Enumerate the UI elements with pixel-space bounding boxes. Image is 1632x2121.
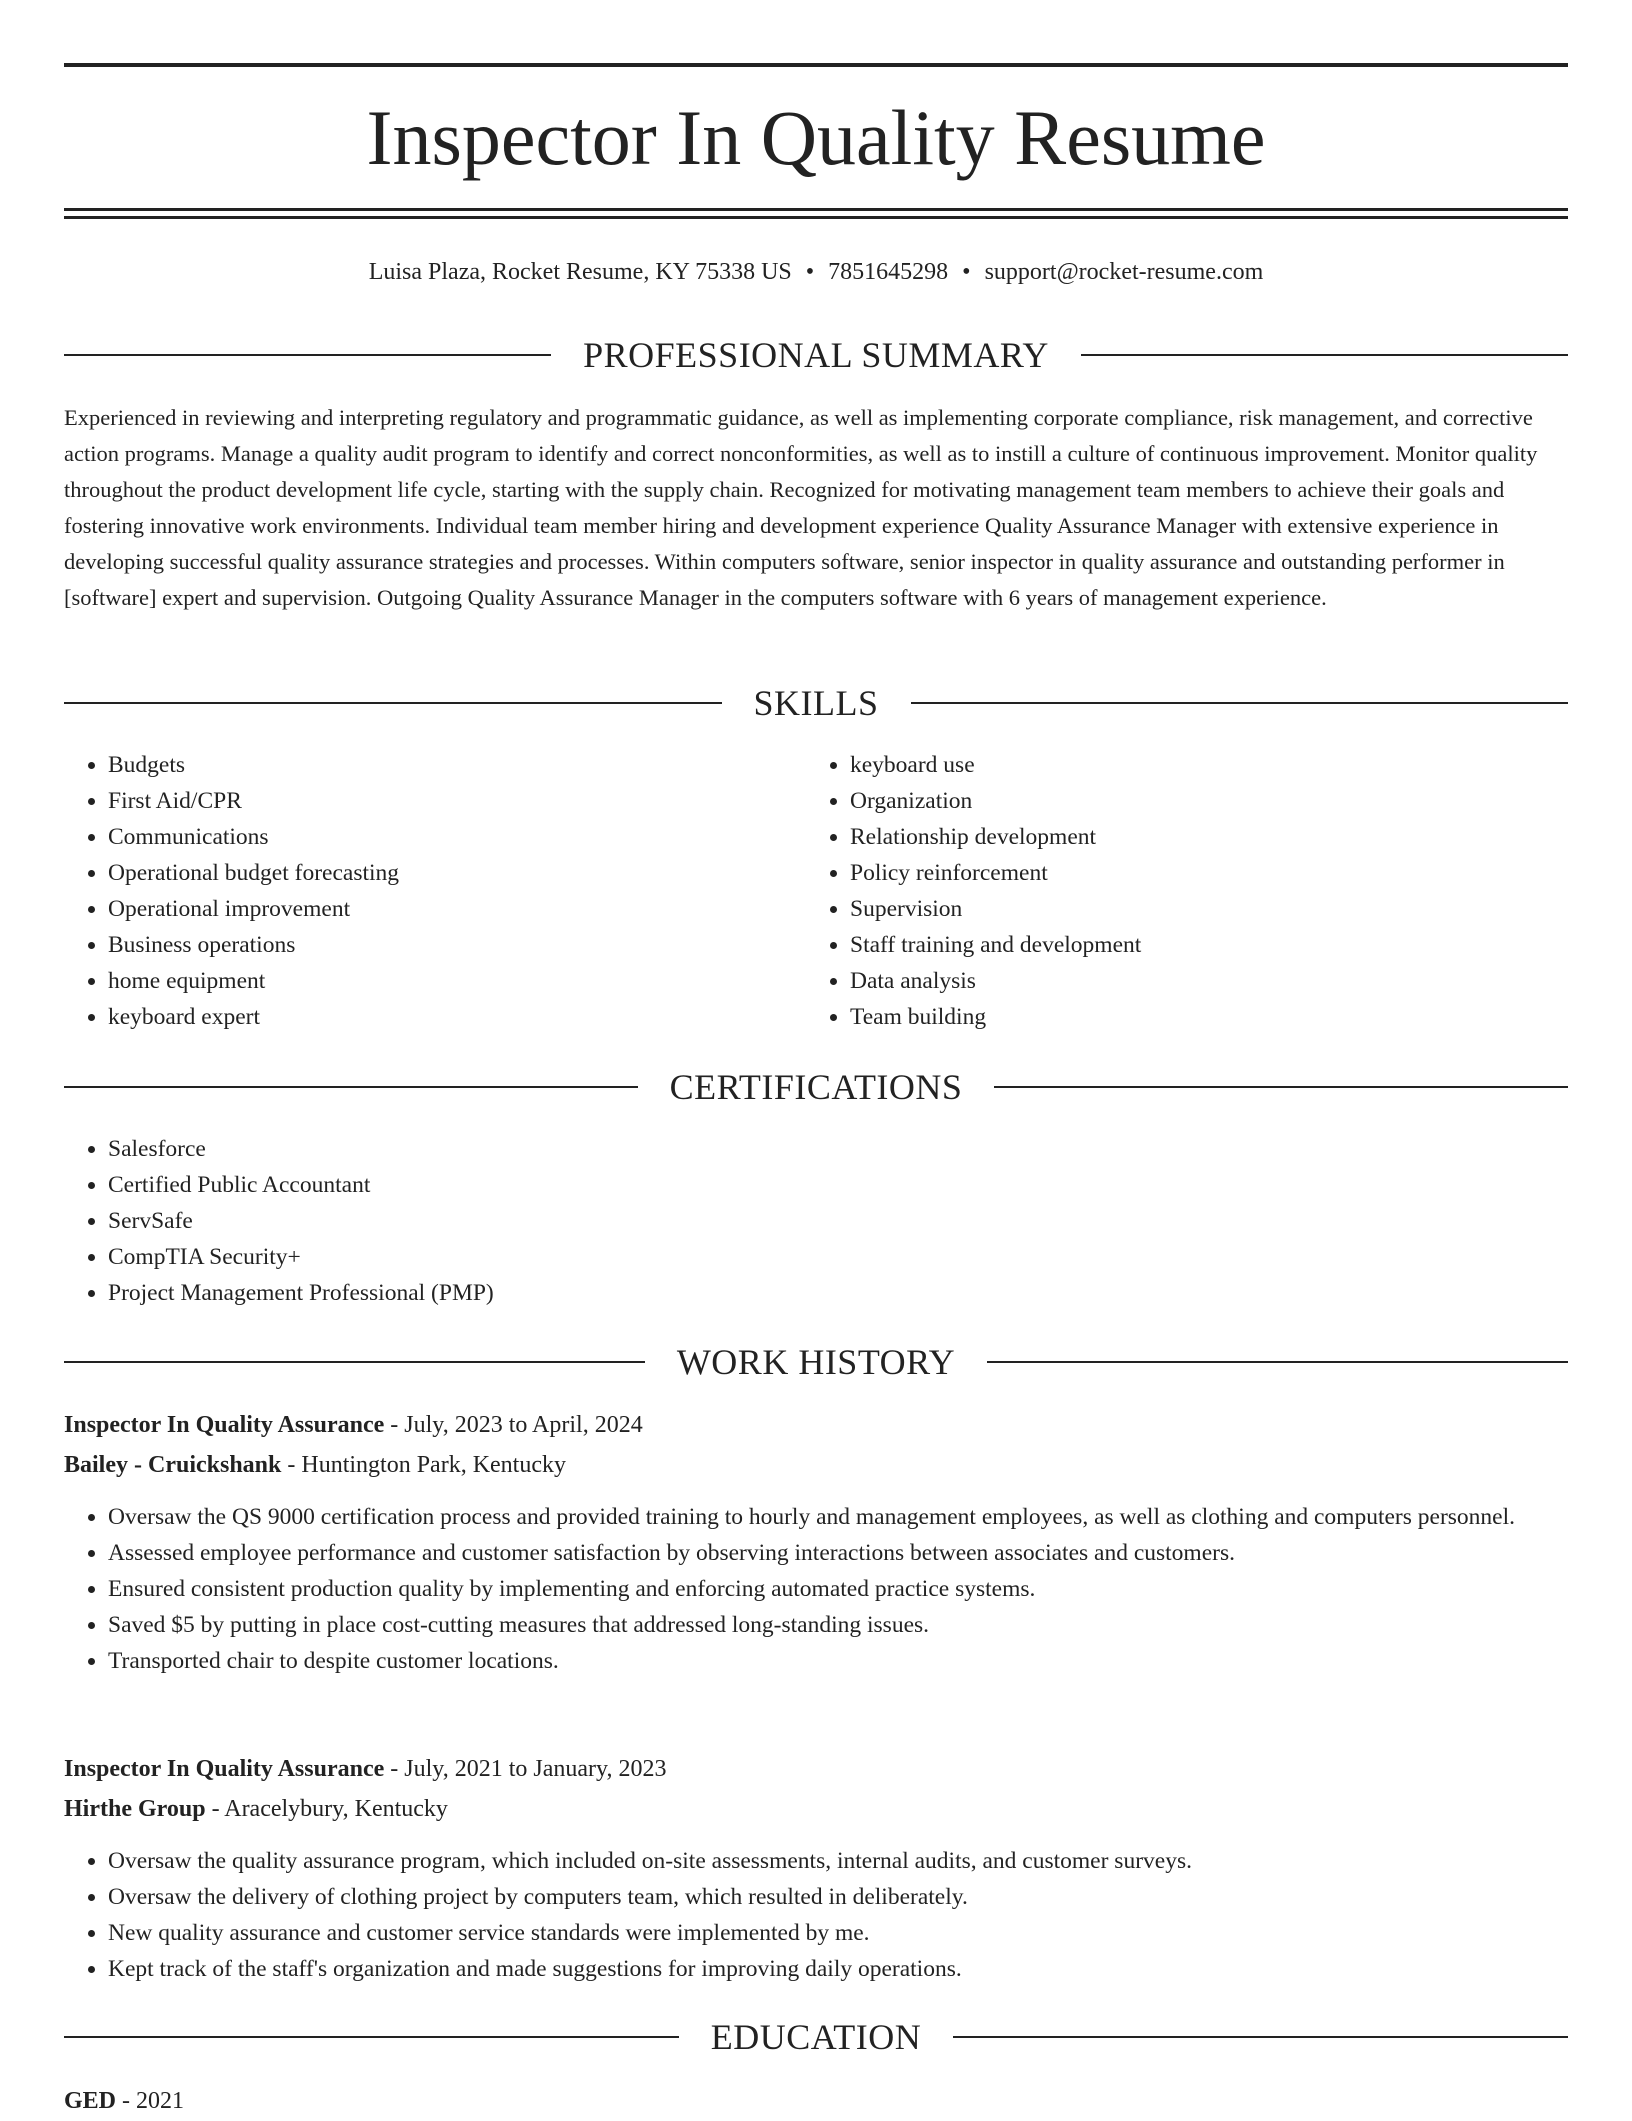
job-dates: - July, 2021 to January, 2023 [384,1756,667,1782]
skill-item: • Supervision [850,891,1506,927]
job-location: - Huntington Park, Kentucky [281,1452,566,1478]
job-title-line [64,1749,1568,1789]
job-dates: - July, 2023 to April, 2024 [384,1412,643,1438]
contact-address: Luisa Plaza, Rocket Resume, KY 75338 US [368,259,792,285]
certifications-list [64,1131,1568,1311]
skill-item: • keyboard expert [108,999,764,1035]
certification-item: • Certified Public Accountant [108,1167,1568,1203]
contact-separator: • [805,259,815,285]
skill-item: • Operational budget forecasting [108,855,764,891]
duty-item: • Transported chair to despite customer locations. [108,1643,1568,1679]
duty-item: • Ensured consistent production quality by implementing and enforcing automated practice systems. [108,1571,1568,1607]
skills-list-right [806,747,1506,1035]
heading-rule [1081,354,1568,356]
certification-item: • Project Management Professional (PMP) [108,1275,1568,1311]
section-title: CERTIFICATIONS [669,1067,963,1107]
skill-item: • Team building [850,999,1506,1035]
job-company-line [64,1789,1568,1829]
section-title: WORK HISTORY [676,1342,956,1382]
skill-item: • Data analysis [850,963,1506,999]
heading-rule [64,354,551,356]
certifications-block [64,1131,1568,1311]
skill-item: • Staff training and development [850,927,1506,963]
skill-item: • home equipment [108,963,764,999]
contact-email: support@rocket-resume.com [984,259,1264,285]
heading-rule [64,1086,638,1088]
duty-item: • Assessed employee performance and customer satisfaction by observing interactions between associates and customers. [108,1535,1568,1571]
skill-item: • First Aid/CPR [108,783,764,819]
heading-rule [987,1361,1568,1363]
title-underline [64,208,1568,211]
job-company: Bailey - Cruickshank [64,1452,282,1478]
top-rule [64,63,1568,67]
heading-rule [64,1361,645,1363]
duty-item: • Saved $5 by putting in place cost-cutting measures that addressed long-standing issues. [108,1607,1568,1643]
duty-item: • Kept track of the staff's organization and made suggestions for improving daily operations. [108,1951,1568,1987]
certification-item: • Salesforce [108,1131,1568,1167]
heading-rule [64,2036,679,2038]
section-title: SKILLS [753,683,879,723]
skill-item: • Budgets [108,747,764,783]
duty-item: • Oversaw the delivery of clothing project by computers team, which resulted in deliberately. [108,1879,1568,1915]
section-title: PROFESSIONAL SUMMARY [583,335,1049,375]
section-heading-summary [64,333,1568,377]
job-duties [64,1843,1568,1987]
job-duties [64,1499,1568,1679]
section-heading-skills [64,681,1568,725]
skills-left-column [64,747,764,1035]
page-title: Inspector In Quality Resume [366,94,1266,181]
duty-item: • New quality assurance and customer service standards were implemented by me. [108,1915,1568,1951]
job-company: Hirthe Group [64,1796,206,1822]
duty-item: • Oversaw the QS 9000 certification process and provided training to hourly and management employees, as well as clothing and computers personnel. [108,1499,1568,1535]
section-heading-work-history [64,1340,1568,1384]
summary-text: Experienced in reviewing and interpreting regulatory and programmatic guidance, as well as implementing corporate compliance, risk management, and corrective action programs. Manage a quality audit program to identify and correct nonconformities, as well as to instill a culture of continuous improvement. Monitor quality throughout the product development life cycle, starting with the supply chain. Recognized for motivating management team members to achieve their goals and fostering innovative work environments. Individual team member hiring and development experience Quality Assurance Manager with extensive experience in developing successful quality assurance strategies and processes. Within computers software, senior inspector in quality assurance and outstanding performer in [software] expert and supervision. Outgoing Quality Assurance Manager in the computers software with 6 years of management experience. [64,405,1538,610]
education-degree: GED [64,2088,117,2114]
job-title: Inspector In Quality Assurance [64,1412,385,1438]
certification-item: • ServSafe [108,1203,1568,1239]
skills-right-column [806,747,1506,1035]
skill-item: • Relationship development [850,819,1506,855]
heading-rule [953,2036,1568,2038]
heading-rule [64,702,722,704]
certification-item: • CompTIA Security+ [108,1239,1568,1275]
job-duties-list [64,1843,1568,1987]
section-heading-certifications [64,1065,1568,1109]
section-heading-education [64,2015,1568,2059]
skill-item: • keyboard use [850,747,1506,783]
skill-item: • Policy reinforcement [850,855,1506,891]
skill-item: • Operational improvement [108,891,764,927]
skill-item: • Communications [108,819,764,855]
education-entry [64,2081,1568,2121]
heading-rule [911,702,1569,704]
skill-item: • Business operations [108,927,764,963]
contact-separator: • [962,259,971,285]
job-title: Inspector In Quality Assurance [64,1756,385,1782]
job-company-line [64,1445,1568,1485]
job-location: - Aracelybury, Kentucky [205,1796,448,1822]
skills-list-left [64,747,764,1035]
title-underline-second [64,216,1568,219]
skill-item: • Organization [850,783,1506,819]
job-title-line [64,1405,1568,1445]
job-duties-list [64,1499,1568,1679]
contact-info [64,252,1568,292]
heading-rule [994,1086,1568,1088]
duty-item: • Oversaw the quality assurance program, which included on-site assessments, internal audits, and customer surveys. [108,1843,1568,1879]
contact-phone: 7851645298 [828,259,949,285]
education-year: - 2021 [116,2088,185,2114]
section-title: EDUCATION [710,2017,922,2057]
